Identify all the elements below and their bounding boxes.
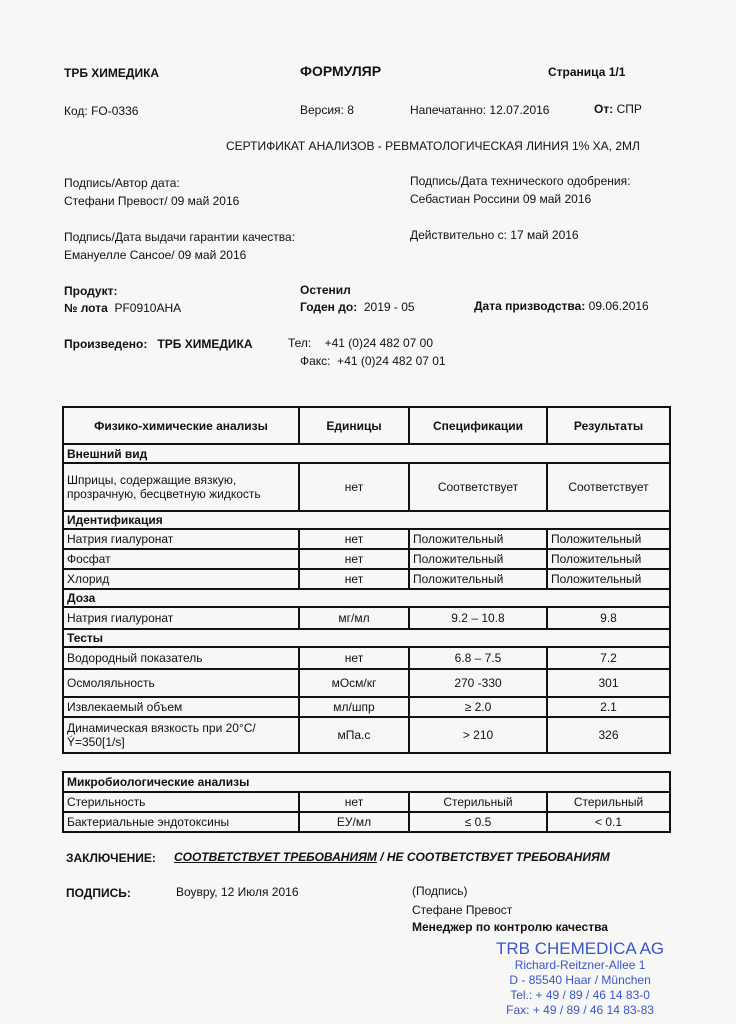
column-header: Физико-химические анализы [63, 407, 299, 444]
cell: Динамическая вязкость при 20°C/ Ý=350[1/s] [63, 717, 299, 753]
cell: 9.2 – 10.8 [409, 607, 547, 629]
signer-role: Менеджер по контролю качества [412, 920, 608, 934]
lot: № лота PF0910AHA [64, 301, 182, 315]
cell: нет [299, 529, 409, 549]
table-row [63, 647, 670, 669]
company-stamp [496, 939, 664, 1018]
manufacturer: Произведено: ТРБ ХИМЕДИКА [64, 337, 253, 351]
product-label: Продукт: [64, 284, 118, 298]
cell: Положительный [409, 529, 547, 549]
section-header: Доза [63, 589, 670, 607]
fax: Факс: +41 (0)24 482 07 01 [300, 354, 446, 368]
form-title: ФОРМУЛЯР [300, 63, 382, 79]
cell: 6.8 – 7.5 [409, 647, 547, 669]
section-row [63, 589, 670, 607]
section-row [63, 511, 670, 529]
cell: < 0.1 [547, 812, 670, 832]
cell: Положительный [409, 569, 547, 589]
tech-approval-value: Себастиан Россини 09 май 2016 [410, 192, 592, 206]
cell: Хлорид [63, 569, 299, 589]
cell: Натрия гиалуронат [63, 607, 299, 629]
printed-date: Напечатанно: 12.07.2016 [410, 103, 550, 117]
table-row [63, 669, 670, 697]
signature-place-date: Воувру, 12 Июля 2016 [176, 885, 299, 899]
stamp-fax: Fax: + 49 / 89 / 46 14 83-83 [506, 1003, 654, 1017]
conclusion-label: ЗАКЛЮЧЕНИЕ: [66, 851, 156, 865]
cell: Положительный [547, 529, 670, 549]
tech-approval-label: Подпись/Дата технического одобрения: [410, 174, 631, 188]
physicochemical-table [62, 406, 671, 754]
cell: ≤ 0.5 [409, 812, 547, 832]
cell: Стерильность [63, 792, 299, 812]
qa-value: Емануелле Сансое/ 09 май 2016 [64, 248, 247, 262]
section-header: Идентификация [63, 511, 670, 529]
column-header: Единицы [299, 407, 409, 444]
cell: Фосфат [63, 549, 299, 569]
manufacture-date: Дата призводства: 09.06.2016 [474, 299, 649, 313]
page-number: Страница 1/1 [548, 65, 626, 79]
table-row [63, 569, 670, 589]
section-header: Микробиологические анализы [63, 772, 670, 792]
section-header: Тесты [63, 629, 670, 647]
table-row [63, 607, 670, 629]
stamp-city: D - 85540 Haar / München [509, 973, 651, 987]
tables-container [62, 406, 669, 833]
cell: Соответствует [547, 463, 670, 511]
cell: нет [299, 569, 409, 589]
signature-label: ПОДПИСЬ: [66, 886, 131, 900]
from: От: СПР [594, 102, 642, 116]
column-header: Спецификации [409, 407, 547, 444]
cell: нет [299, 792, 409, 812]
cell: Стерильный [547, 792, 670, 812]
signature-placeholder: (Подпись) [412, 884, 468, 898]
cell: > 210 [409, 717, 547, 753]
section-header: Внешний вид [63, 444, 670, 463]
table-row [63, 529, 670, 549]
section-row [63, 629, 670, 647]
cell: нет [299, 549, 409, 569]
company-name: ТРБ ХИМЕДИКА [64, 66, 160, 80]
author-value: Стефани Превост/ 09 май 2016 [64, 194, 240, 208]
cell: Соответствует [409, 463, 547, 511]
table-row [63, 812, 670, 832]
table-row [63, 463, 670, 511]
cell: Осмоляльность [63, 669, 299, 697]
table-header-row [63, 407, 670, 444]
cell: мг/мл [299, 607, 409, 629]
form-code: Код: FO-0336 [64, 104, 139, 118]
expiry: Годен до: 2019 - 05 [300, 300, 415, 314]
qa-label: Подпись/Дата выдачи гарантии качества: [64, 230, 296, 244]
cell: Извлекаемый объем [63, 697, 299, 717]
document-title: СЕРТИФИКАТ АНАЛИЗОВ - РЕВМАТОЛОГИЧЕСКАЯ ЛИНИЯ 1% ХА, 2МЛ [226, 139, 640, 153]
table-row [63, 549, 670, 569]
version: Версия: 8 [300, 103, 354, 117]
cell: мПа.с [299, 717, 409, 753]
cell: Шприцы, содержащие вязкую, прозрачную, бесцветную жидкость [63, 463, 299, 511]
stamp-street: Richard-Reitzner-Allee 1 [514, 958, 646, 972]
cell: мл/шпр [299, 697, 409, 717]
product-value: Остенил [300, 283, 351, 297]
cell: ≥ 2.0 [409, 697, 547, 717]
cell: мОсм/кг [299, 669, 409, 697]
cell: Положительный [409, 549, 547, 569]
cell: 326 [547, 717, 670, 753]
section-row [63, 444, 670, 463]
signer-name: Стефане Превост [412, 903, 513, 917]
stamp-company: TRB CHEMEDICA AG [496, 939, 665, 958]
cell: нет [299, 647, 409, 669]
microbiology-table [62, 771, 671, 833]
column-header: Результаты [547, 407, 670, 444]
cell: 301 [547, 669, 670, 697]
cell: Водородный показатель [63, 647, 299, 669]
cell: 2.1 [547, 697, 670, 717]
cell: 7.2 [547, 647, 670, 669]
conclusion-value: СООТВЕТСТВУЕТ ТРЕБОВАНИЯМ / НЕ СООТВЕТСТВУЕТ ТРЕБОВАНИЯМ [174, 850, 610, 864]
table-row [63, 697, 670, 717]
cell: 9.8 [547, 607, 670, 629]
table-row [63, 792, 670, 812]
phone: Тел: +41 (0)24 482 07 00 [288, 336, 434, 350]
cell: Положительный [547, 549, 670, 569]
cell: Натрия гиалуронат [63, 529, 299, 549]
valid-from: Действительно с: 17 май 2016 [410, 228, 579, 242]
cell: Положительный [547, 569, 670, 589]
cell: 270 -330 [409, 669, 547, 697]
cell: нет [299, 463, 409, 511]
stamp-tel: Tel.: + 49 / 89 / 46 14 83-0 [510, 988, 650, 1002]
cell: Бактериальные эндотоксины [63, 812, 299, 832]
cell: Стерильный [409, 792, 547, 812]
cell: ЕУ/мл [299, 812, 409, 832]
table-row [63, 717, 670, 753]
author-label: Подпись/Автор дата: [64, 176, 180, 190]
